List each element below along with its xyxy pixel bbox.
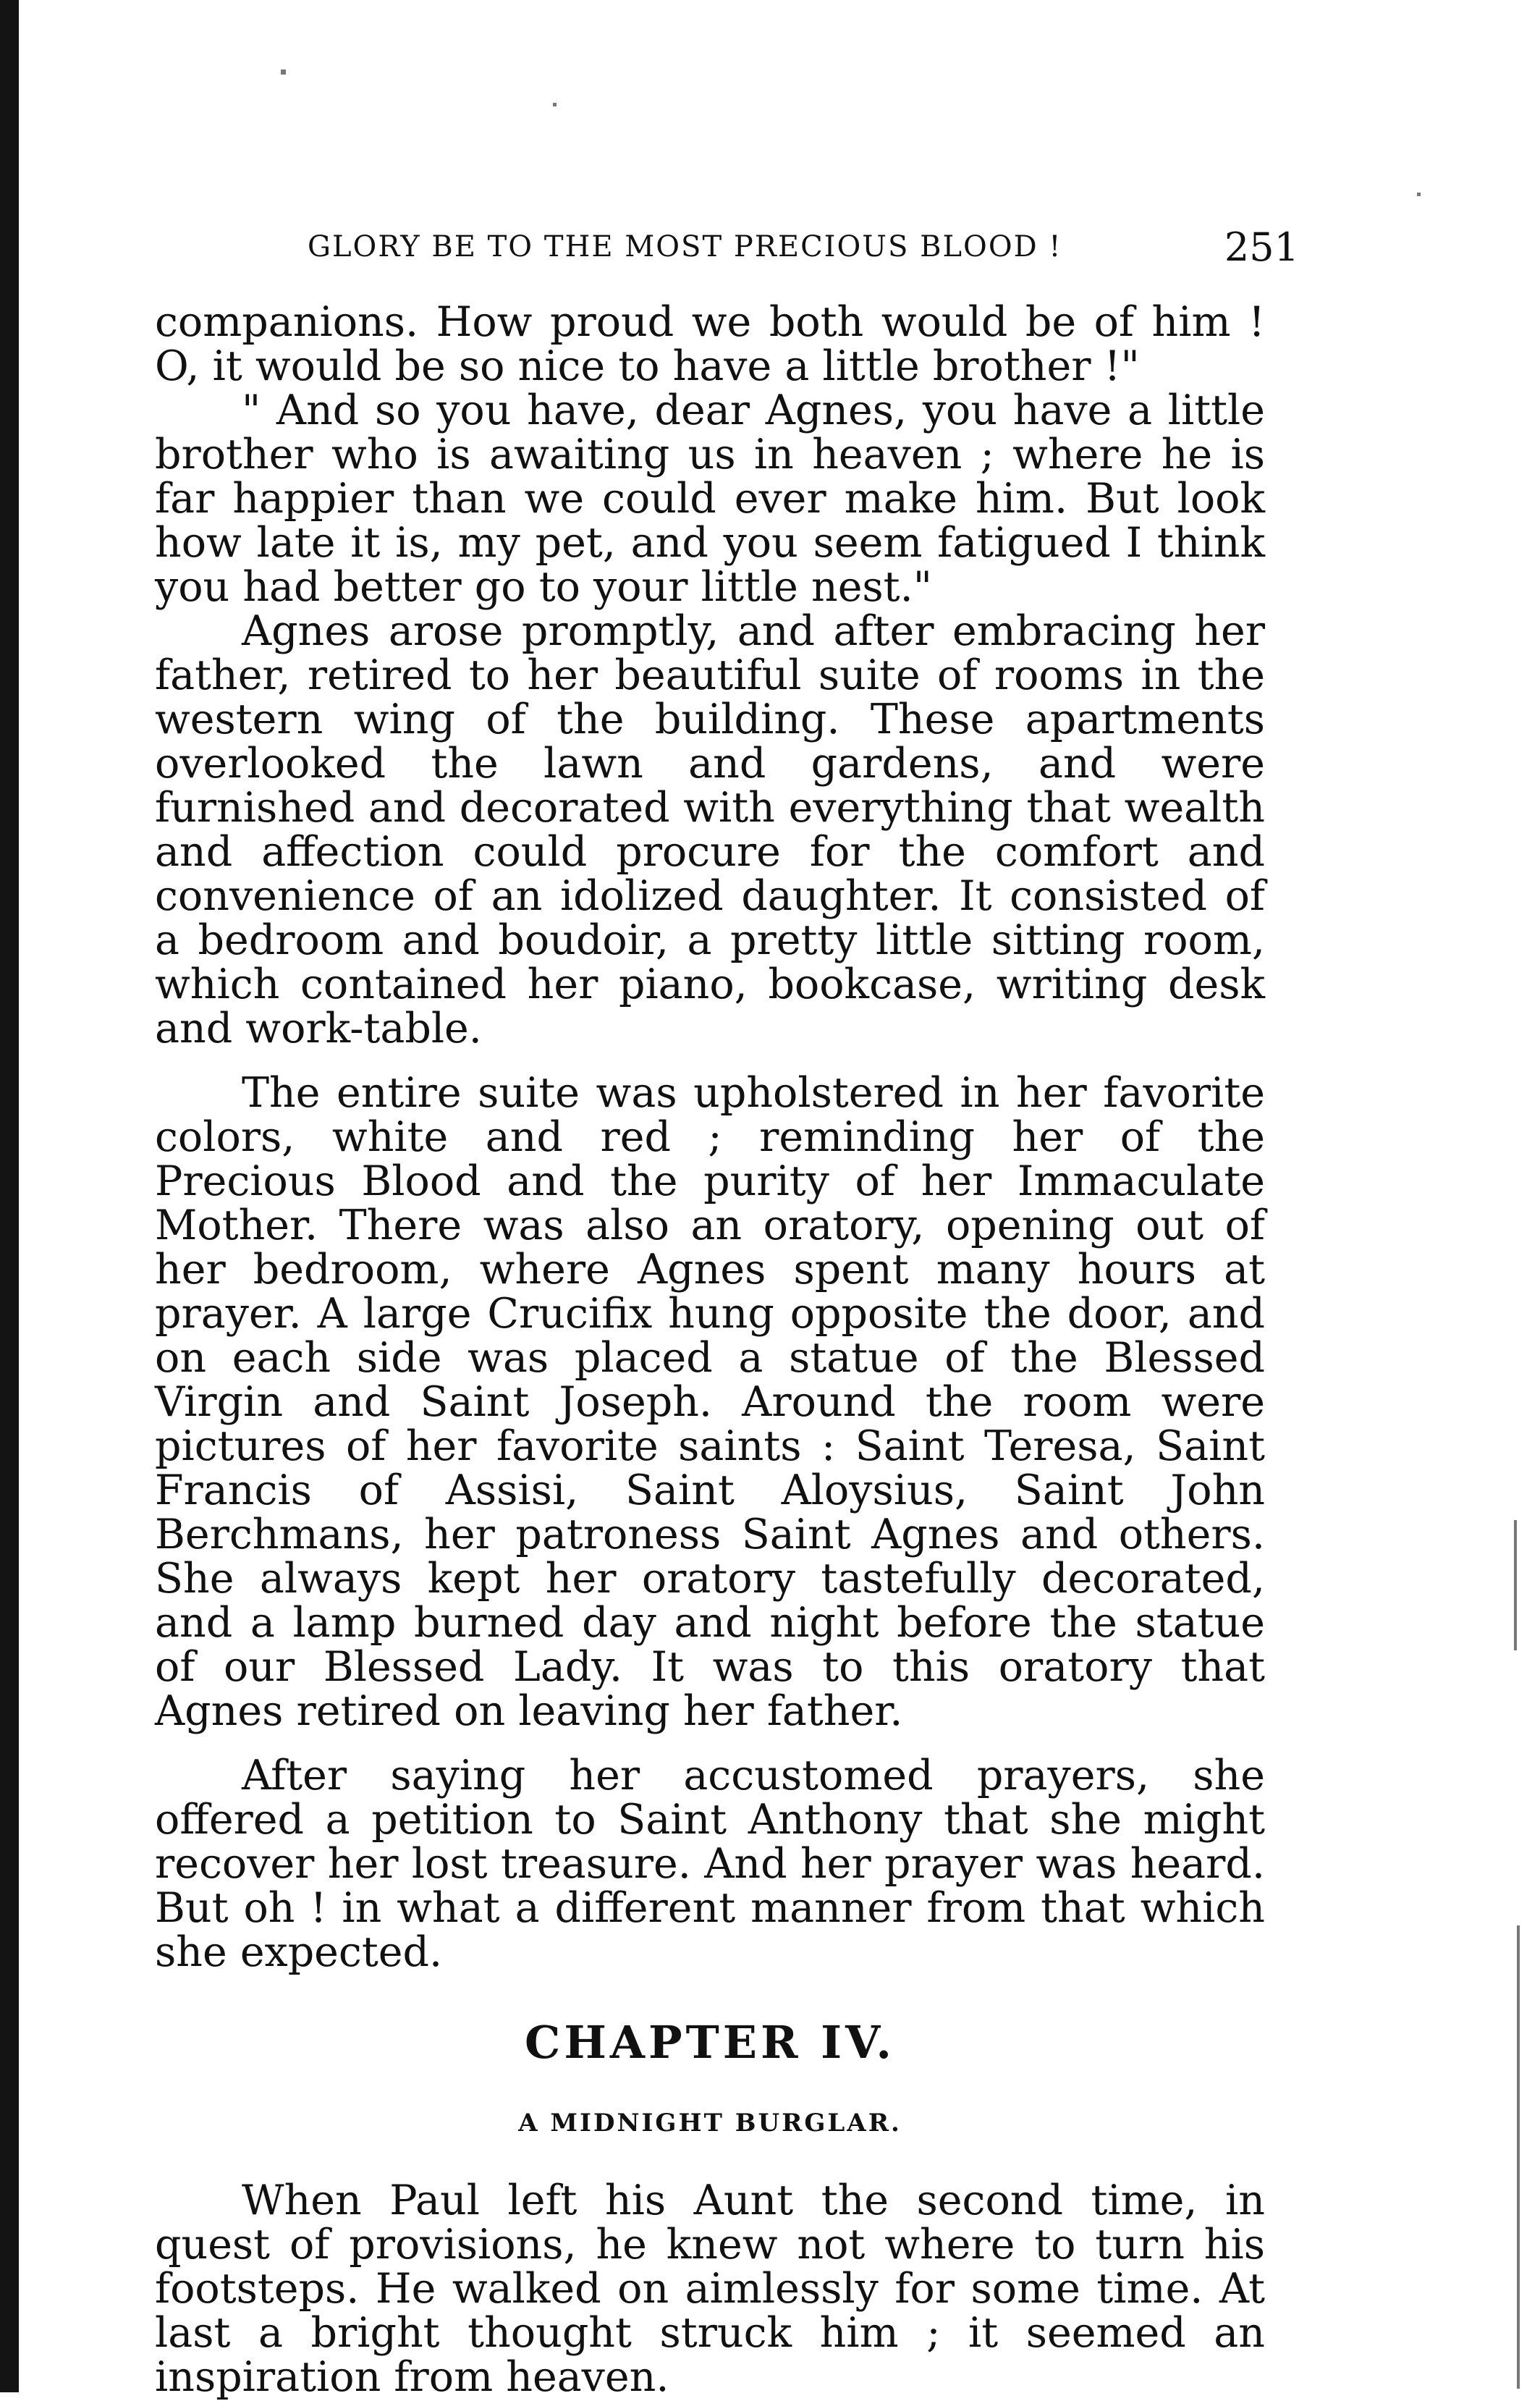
- page-body: [155, 300, 1265, 2400]
- paragraph-chapter-opening: When Paul left his Aunt the second time, in quest of provisions, he knew not where to turn his footsteps. He walked on aimlessly for some time. At last a bright thought struck him ; it seemed an inspiration from heaven.: [155, 2177, 1265, 2401]
- running-head: GLORY BE TO THE MOST PRECIOUS BLOOD !: [308, 230, 1062, 263]
- paragraph-suite: The entire suite was upholstered in her favorite colors, white and red ; reminding her of the Precious Blood and the purity of her Immaculate Mother. There was also an oratory, opening out of her bedroom, where Agnes spent many hours at prayer. A large Crucifix hung opposite the door, and on each side was placed a statue of the Blessed Virgin and Saint Joseph. Around the room were pictures of her favorite saints : Saint Teresa, Saint Francis of Assisi, Saint Aloysius, Saint John Berchmans, her patroness Saint Agnes and others. She always kept her oratory tastefully decorated, and a lamp burned day and night before the statue of our Blessed Lady. It was to this oratory that Agnes retired on leaving her father.: [155, 1069, 1265, 1735]
- page-edge-bar: [0, 0, 19, 2392]
- chapter-subtitle: A MIDNIGHT BURGLAR.: [518, 2109, 902, 2138]
- paragraph-dialogue: " And so you have, dear Agnes, you have a little brother who is awaiting us in heaven ; where he is far happier than we could ever make him. But look how late it is, my pet, and you seem fatigued I think you had better go to your little nest.": [155, 387, 1265, 611]
- scan-speck: [1517, 1925, 1520, 2389]
- chapter-heading: CHAPTER IV.: [524, 2016, 895, 2069]
- scan-speck: [281, 69, 286, 75]
- paragraph-continued: companions. How proud we both would be of him ! O, it would be so nice to have a little brother !": [155, 298, 1265, 390]
- page-number: 251: [1224, 224, 1299, 270]
- scan-speck: [1514, 1520, 1517, 1650]
- scan-speck: [553, 103, 557, 106]
- scan-speck: [1417, 193, 1421, 196]
- page-header: [308, 224, 1299, 282]
- paragraph-prayers: After saying her accustomed prayers, she offered a petition to Saint Anthony that she might recover her lost treasure. And her prayer was heard. But oh ! in what a different manner from that which she expected.: [155, 1752, 1265, 1976]
- paragraph-agnes-rooms: Agnes arose promptly, and after embracing her father, retired to her beautiful suite of rooms in the western wing of the building. These apartments overlooked the lawn and gardens, and were furnished and decorated with everything that wealth and affection could procure for the comfort and convenience of an idolized daughter. It consisted of a bedroom and boudoir, a pretty little sitting room, which contained her piano, bookcase, writing desk and work-table.: [155, 607, 1265, 1052]
